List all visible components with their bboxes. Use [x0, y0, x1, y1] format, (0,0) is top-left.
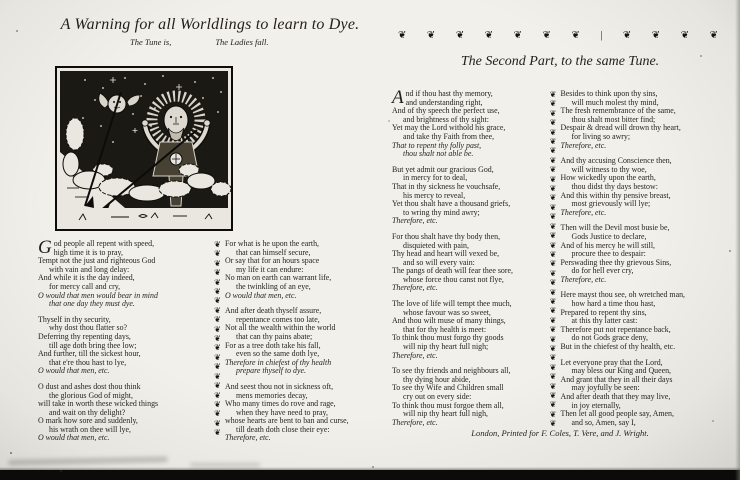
ornament-glyph: ❦ [549, 202, 557, 212]
ornament-glyph: ❦ [549, 137, 557, 147]
ornament-glyph: ❦ [549, 231, 557, 241]
scan-specks [0, 0, 2, 2]
ornament-glyph: ❦ [549, 249, 557, 259]
stanza [392, 87, 546, 159]
ornament-glyph: ❦ [549, 400, 557, 410]
poem-line: The pangs of death will fear thee sore, [392, 266, 513, 276]
poem-line: for living so awry; [571, 131, 631, 141]
poem-line: my life it can endure: [236, 264, 304, 274]
ornament-glyph: ❦ [549, 409, 557, 419]
poem-line: nd if thou hast thy memory, [405, 89, 493, 98]
ornament-glyph: ❦ [214, 249, 221, 259]
poem-line: most grievously will lye; [571, 199, 651, 209]
poem-line: For thou shalt have thy body then, [392, 231, 501, 241]
poem-line: Therefore, etc. [392, 350, 438, 360]
poem-line: why dost thou flatter so? [49, 323, 128, 333]
poem-line: procure thee to despair: [571, 249, 646, 259]
ornament-glyph: ❦ [214, 399, 221, 409]
ornament-glyph: ❦ [214, 296, 221, 306]
ornament-glyph: ❦ [549, 127, 557, 137]
stanza [561, 359, 732, 428]
poem-line: And grant that they in all their days [560, 374, 673, 384]
poem-line: But yet admit our gracious God, [392, 164, 494, 174]
poem-line: Yet thou shalt have a thousand griefs, [392, 199, 511, 209]
poem-line: Therefore, etc. [392, 283, 438, 293]
poem-line: Who many times do rove and rage, [225, 399, 336, 409]
stanza [561, 157, 732, 217]
poem-line: Yet may the Lord withold his grace, [392, 123, 506, 133]
poem-line: that can thy pains abate; [236, 331, 313, 341]
poem-line: To see thy Wife and Children small [392, 383, 504, 393]
poem-line: till age doth bring thee low; [49, 340, 137, 350]
ornament-glyph: ❦ [651, 30, 661, 41]
ornament-glyph: ❦ [549, 165, 557, 175]
poem-line: And further, till the sickest hour, [38, 349, 141, 359]
woodcut-illustration [55, 66, 233, 231]
poem-line: Therefore, etc. [560, 274, 607, 284]
poem-line: Perswading thee thy grievous Sins, [560, 257, 672, 267]
ornament-glyph: ❦ [549, 118, 557, 128]
ornament-glyph: ❦ [549, 221, 557, 231]
stanza [38, 316, 210, 376]
poem-line: with vain and long delay: [49, 264, 130, 274]
ornament-glyph: ❦ [214, 240, 221, 249]
poem-line: when they have need to pray, [236, 407, 328, 417]
poem-line: Prepared to repent thy sins, [560, 307, 647, 317]
ornament-glyph: ❦ [214, 409, 221, 419]
stanza [561, 291, 732, 351]
ornament-glyph: ❦ [214, 315, 221, 325]
ornament-glyph: ❦ [549, 306, 557, 316]
poem-line: and take thy Faith from thee, [403, 131, 495, 141]
left-page-columns [38, 237, 386, 450]
ornament-glyph: ❦ [214, 362, 221, 372]
stanza [392, 233, 546, 293]
ornament-glyph: ❦ [549, 99, 557, 109]
ornament-glyph: ❦ [549, 391, 557, 400]
ornament-glyph: ❦ [214, 390, 221, 400]
poem-line: will nip thy heart full nigh; [403, 342, 489, 352]
second-part-title: The Second Part, to the same Tune. [460, 54, 660, 69]
ornament-glyph: ❦ [571, 30, 580, 41]
poem-line: The fresh remembrance of the same, [560, 106, 676, 116]
poem-line: and so, Amen, say I, [571, 417, 636, 427]
ornament-glyph: ❦ [214, 268, 221, 278]
ornament-glyph: ❦ [549, 315, 557, 325]
poem-line: Tempt not the just and righteous God [38, 256, 156, 266]
poem-line: Therefore, etc. [225, 433, 271, 443]
ornament-glyph: ❦ [549, 174, 557, 184]
poem-line: Thy head and heart will vexed be, [392, 249, 500, 259]
poem-line: that e're thou hast to lye, [49, 357, 127, 367]
ornament-row [398, 30, 718, 42]
ornament-glyph: ❦ [214, 305, 221, 315]
stanza [38, 237, 210, 309]
ornament-glyph: ❦ [214, 418, 221, 428]
poem-line: And after death that they may live, [560, 392, 671, 401]
ornament-divider [546, 90, 561, 429]
ornament-glyph: ❦ [549, 155, 557, 165]
ornament-glyph: ❦ [549, 278, 557, 288]
poem-line: do for hell ever cry, [571, 266, 634, 276]
drop-cap: G [38, 237, 52, 258]
poem-line: O dust and ashes dost thou think [38, 381, 141, 391]
poem-line: will witness to thy woe, [571, 164, 647, 174]
poem-line: Then let all good people say, Amen, [560, 409, 674, 419]
poem-line: How wickedly upon the earth, [560, 173, 656, 183]
poem-line: Gods Justice to declare, [571, 231, 647, 241]
scan-edge-bar [0, 470, 740, 480]
poem-line: Deferring thy repenting days, [38, 331, 131, 341]
ornament-glyph: ❦ [214, 277, 221, 287]
ornament-glyph: ❦ [542, 30, 551, 41]
poem-line: till death doth close their eye: [236, 424, 330, 434]
poem-line: the glorious God of might, [49, 390, 133, 400]
ornament-glyph: ❦ [549, 193, 557, 203]
tune-name: The Ladies fall. [215, 37, 269, 47]
ornament-separator: | [600, 30, 603, 41]
poem-line: thou didst thy days bestow: [571, 181, 658, 191]
ornament-glyph: ❦ [549, 268, 557, 278]
ornament-glyph: ❦ [513, 30, 523, 41]
woodcut-judgment-scene [55, 66, 233, 231]
poem-line: But in the chiefest of thy health, etc. [560, 342, 676, 352]
poem-line: Then will the Devil most busie be, [560, 223, 670, 233]
poem-line: od people all repent with speed, [53, 239, 155, 248]
poem-line: Despair & dread will drown thy heart, [560, 123, 681, 133]
poem-line: That in thy sickness he vouchsafe, [392, 181, 501, 191]
poem-line: thou shalt most bitter find; [571, 114, 656, 124]
poem-line: Not all the wealth within the world [225, 323, 336, 333]
poem-line: thou shalt not able be. [403, 149, 474, 159]
ornament-glyph: ❦ [549, 419, 557, 429]
stanza [392, 300, 546, 360]
ornament-glyph: ❦ [709, 30, 718, 41]
poem-line: may bless our King and Queen, [571, 366, 672, 376]
scan-edge-right [735, 0, 740, 480]
ornament-glyph: ❦ [622, 30, 632, 41]
poem-line: cry out on every side: [403, 392, 472, 401]
ornament-glyph: ❦ [680, 30, 690, 41]
poem-line: at this thy latter cast: [571, 316, 638, 326]
poem-line: That to repent thy folly past, [392, 140, 482, 150]
poem-line: Therefore, etc. [560, 207, 607, 217]
ornament-glyph: ❦ [549, 212, 557, 222]
poem-line: And of his mercy he will still, [560, 240, 655, 250]
poem-line: For what is he upon the earth, [225, 239, 320, 248]
right-page-columns [392, 87, 732, 434]
ornament-glyph: ❦ [549, 184, 557, 194]
ornament-glyph: ❦ [214, 381, 221, 391]
poem-line: O would that men, etc. [38, 366, 110, 376]
ornament-glyph: ❦ [214, 428, 221, 438]
poem-line: thy dying hour abide, [403, 374, 471, 384]
ornament-glyph: ❦ [549, 325, 557, 335]
ornament-glyph: ❦ [549, 240, 557, 250]
tune-label: The Tune is, [130, 37, 172, 47]
poem-line: and understanding right, [405, 97, 483, 107]
poem-line: Therefore, etc. [560, 140, 607, 150]
poem-line: The love of life will tempt thee much, [392, 299, 512, 309]
poem-line: And this within thy pensive breast, [560, 190, 671, 200]
poem-line: And while it is the day indeed, [38, 273, 135, 283]
stanza [38, 383, 210, 443]
ornament-divider [210, 240, 225, 438]
poem-line: will nip thy heart full nigh, [403, 409, 489, 419]
poem-line: For as a tree doth take his fall, [225, 340, 321, 350]
poem-line: O would that men, etc. [38, 433, 110, 443]
poem-line: And thy accusing Conscience then, [560, 156, 672, 166]
poem-line: O mark how sore and suddenly, [38, 416, 138, 426]
poem-line: Let everyone pray that the Lord, [560, 357, 663, 367]
poem-line: high time it is to pray, [53, 247, 123, 257]
poem-line: will much molest thy mind, [571, 97, 659, 107]
page-left [34, 16, 386, 443]
poem-line: for mercy call and cry, [49, 281, 121, 291]
stanza [561, 90, 732, 150]
imprint: London, Printed for F. Coles, T. Vere, and J. Wright. [471, 428, 649, 438]
poem-line: To see thy friends and neighbours all, [392, 366, 511, 376]
poem-column-3 [392, 87, 546, 434]
poem-line: do not Gods grace deny, [571, 333, 648, 343]
stanza [392, 367, 546, 427]
poem-line: mens memories decay, [236, 390, 308, 400]
poem-line: and so will every vain: [403, 257, 475, 267]
stanza [392, 166, 546, 226]
ornament-glyph: ❦ [549, 343, 557, 353]
stanza [225, 383, 385, 443]
stanza [225, 240, 385, 300]
ornament-glyph: ❦ [549, 146, 557, 156]
poem-line: And seest thou not in sickness oft, [225, 381, 334, 391]
poem-line: Therefore in chiefest of thy health [225, 357, 332, 367]
poem-column-2 [225, 240, 385, 450]
ornament-glyph: ❦ [214, 324, 221, 334]
poem-line: repentance comes too late, [236, 314, 320, 324]
poem-line: whose hearts are bent to ban and curse, [225, 416, 349, 426]
ornament-glyph: ❦ [455, 30, 465, 41]
ornament-glyph: ❦ [549, 334, 557, 344]
ornament-glyph: ❦ [549, 353, 557, 363]
poem-line: O would that men would bear in mind [38, 290, 158, 300]
poem-line: O would that men, etc. [225, 290, 297, 300]
poem-line: that one day they must dye. [49, 299, 135, 309]
tune-line [34, 37, 386, 47]
poem-line: in joy eternally, [571, 400, 621, 410]
stanza [225, 307, 385, 376]
main-title: A Warning for all Worldlings to learn to Dye. [60, 16, 360, 33]
poem-line: And of thy speech the perfect use, [392, 106, 500, 116]
poem-line: To think thou must forgoe them all, [392, 400, 504, 410]
poem-line: the twinkling of an eye, [236, 281, 311, 291]
poem-line: his mercy to reveal, [403, 190, 466, 200]
poem-line: prepare thyself to dye. [236, 366, 306, 376]
ornament-glyph: ❦ [549, 362, 557, 372]
poem-line: To think thou must forgo thy goods [392, 333, 504, 343]
ornament-glyph: ❦ [484, 30, 494, 41]
poem-line: No man on earth can warrant life, [225, 273, 332, 283]
poem-line: Besides to think upon thy sins, [560, 89, 658, 98]
poem-line: that for thy health is meet: [403, 324, 487, 334]
poem-line: his wrath on thee will lye, [49, 424, 131, 434]
poem-line: how hard a time thou hast, [571, 299, 656, 309]
poem-line: and brightness of thy sight: [403, 114, 489, 124]
ornament-glyph: ❦ [549, 108, 557, 118]
poem-line: will take in worth these wicked things [38, 399, 159, 409]
ornament-glyph: ❦ [549, 381, 557, 391]
ornament-glyph: ❦ [398, 30, 407, 41]
poem-line: even so the same doth lye, [236, 349, 320, 359]
ornament-glyph: ❦ [214, 352, 221, 362]
ornament-glyph: ❦ [214, 343, 221, 353]
stanza [561, 224, 732, 284]
poem-line: whose force thou canst not flye, [403, 274, 504, 284]
poem-line: And thou wilt muse of many things, [392, 316, 506, 326]
ornament-glyph: ❦ [214, 258, 221, 268]
poem-column-1 [38, 237, 210, 450]
poem-line: Therefore, etc. [392, 216, 438, 226]
poem-line: And after death thyself assure, [225, 306, 322, 316]
ornament-glyph: ❦ [549, 287, 557, 297]
poem-line: whose favour was so sweet, [403, 307, 491, 317]
poem-line: may joyfully be seen: [571, 383, 640, 393]
ornament-glyph: ❦ [214, 371, 221, 381]
poem-line: and wait on thy delight? [49, 407, 126, 417]
poem-line: Here mayst thou see, oh wretched man, [560, 290, 685, 300]
poem-line: in mercy for to deal, [403, 173, 468, 183]
ornament-glyph: ❦ [214, 287, 221, 297]
scan-smear [8, 456, 168, 465]
poem-line: to wring thy mind awry; [403, 207, 480, 217]
poem-line: Thyself in thy security, [38, 314, 111, 324]
poem-line: disquieted with pain, [403, 240, 469, 250]
poem-line: Or say that for an hours space [225, 256, 320, 266]
poem-line: Therefore put not repentance back, [560, 324, 671, 334]
ornament-glyph: ❦ [214, 334, 221, 344]
poem-column-4 [561, 90, 732, 434]
ornament-glyph: ❦ [549, 90, 557, 99]
poem-line: that can himself secure, [236, 247, 311, 257]
drop-cap: A [392, 87, 404, 108]
ornament-glyph: ❦ [549, 259, 557, 269]
ornament-glyph: ❦ [549, 372, 557, 382]
ornament-glyph: ❦ [549, 296, 557, 306]
poem-line: Therefore, etc. [392, 417, 438, 427]
ornament-glyph: ❦ [426, 30, 436, 41]
